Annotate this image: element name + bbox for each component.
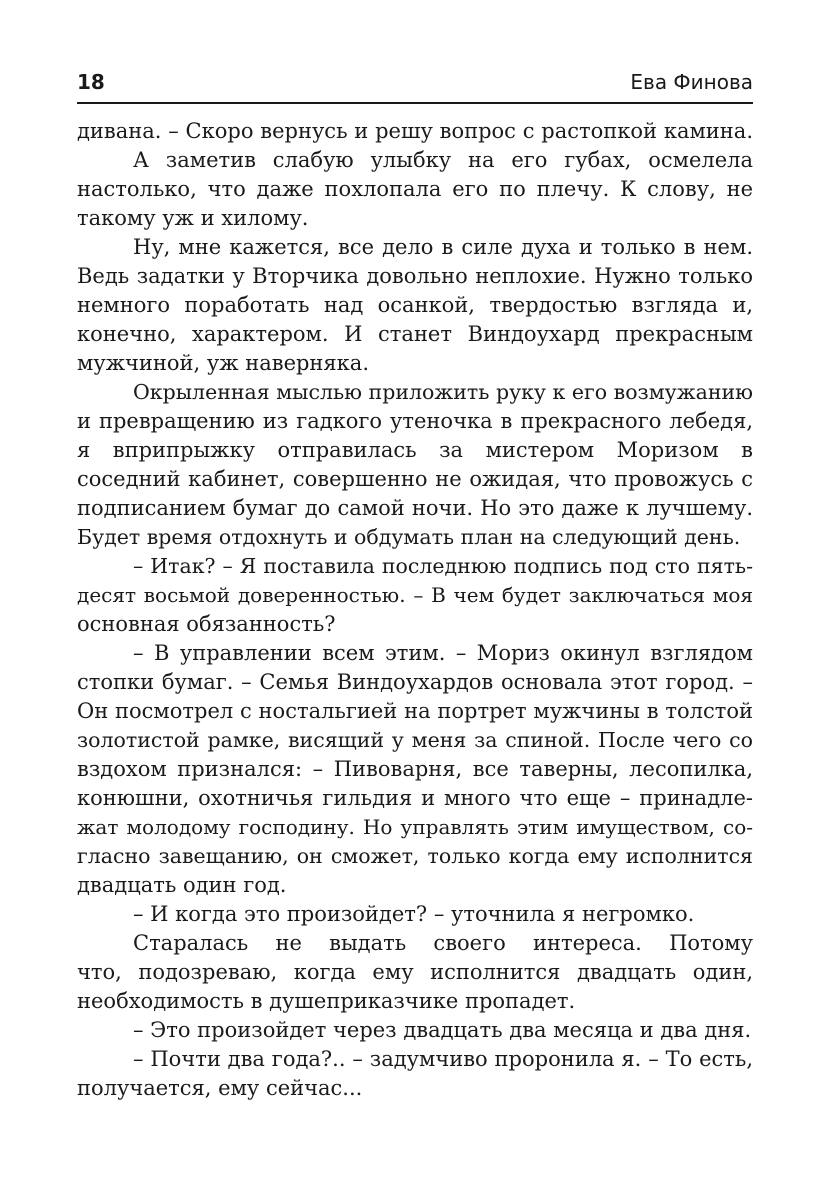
text-line: двадцать один год. (77, 873, 287, 897)
text-line: – Почти два года?.. – задумчиво проронила я. – То есть, (133, 1047, 753, 1071)
text-line: – Это произойдет через двадцать два месяца и два дня. (133, 1018, 752, 1042)
text-line: конечно, характером. И станет Виндоухард прекрасным (77, 322, 753, 346)
text-line: такому уж и хилому. (77, 206, 309, 230)
text-line: Он посмотрел с ностальгией на портрет мужчины в толстой (77, 699, 753, 723)
text-line: Будет время отдохнуть и обдумать план на следующий день. (77, 525, 741, 549)
running-head-author: Ева Финова (630, 70, 753, 94)
text-line: мужчиной, уж наверняка. (77, 351, 370, 375)
text-line: золотистой рамке, висящий у меня за спиной. После чего со (77, 728, 753, 752)
text-line: что, подозреваю, когда ему исполнится двадцать один, (77, 960, 753, 984)
text-line: – И когда это произойдет? – уточнила я негромко. (133, 902, 695, 926)
text-line: соседний кабинет, совершенно не ожидая, что провожусь с (77, 467, 753, 491)
text-line: настолько, что даже похлопала его по плечу. К слову, не (77, 177, 753, 201)
text-line: гласно завещанию, он сможет, только когда ему исполнится (77, 844, 753, 868)
text-line: жат молодому господину. Но управлять этим имуществом, со- (77, 815, 753, 839)
page-number: 18 (77, 70, 105, 94)
page-header (77, 68, 753, 104)
text-line: конюшни, охотничья гильдия и много что еще – принадле- (77, 786, 753, 810)
text-line: Старалась не выдать своего интереса. Потому (133, 931, 753, 955)
text-line: вздохом признался: – Пивоварня, все таверны, лесопилка, (77, 757, 753, 781)
text-line: и превращению из гадкого утеночка в прекрасного лебедя, (77, 409, 753, 433)
text-line: Окрыленная мыслью приложить руку к его возмужанию (133, 380, 753, 404)
text-line: – В управлении всем этим. – Мориз окинул взглядом (133, 641, 753, 665)
text-line: необходимость в душеприказчике пропадет. (77, 989, 576, 1013)
text-line: подписанием бумаг до самой ночи. Но это даже к лучшему. (77, 496, 753, 520)
text-line: немного поработать над осанкой, твердостью взгляда и, (77, 293, 753, 317)
text-line: стопки бумаг. – Семья Виндоухардов основала этот город. – (77, 670, 753, 694)
text-line: – Итак? – Я поставила последнюю подпись под сто пять- (133, 554, 753, 578)
text-line: А заметив слабую улыбку на его губах, осмелела (133, 148, 753, 172)
body-text (77, 117, 753, 1103)
text-line: основная обязанность? (77, 612, 336, 636)
text-line: десят восьмой доверенностью. – В чем будет заключаться моя (77, 583, 753, 607)
text-line: дивана. – Скоро вернусь и решу вопрос с растопкой камина. (77, 119, 753, 143)
text-line: я вприпрыжку отправилась за мистером Моризом в (77, 438, 753, 462)
text-line: Ну, мне кажется, все дело в силе духа и только в нем. (133, 235, 753, 259)
text-line: Ведь задатки у Вторчика довольно неплохие. Нужно только (77, 264, 753, 288)
text-line: получается, ему сейчас... (77, 1076, 363, 1100)
